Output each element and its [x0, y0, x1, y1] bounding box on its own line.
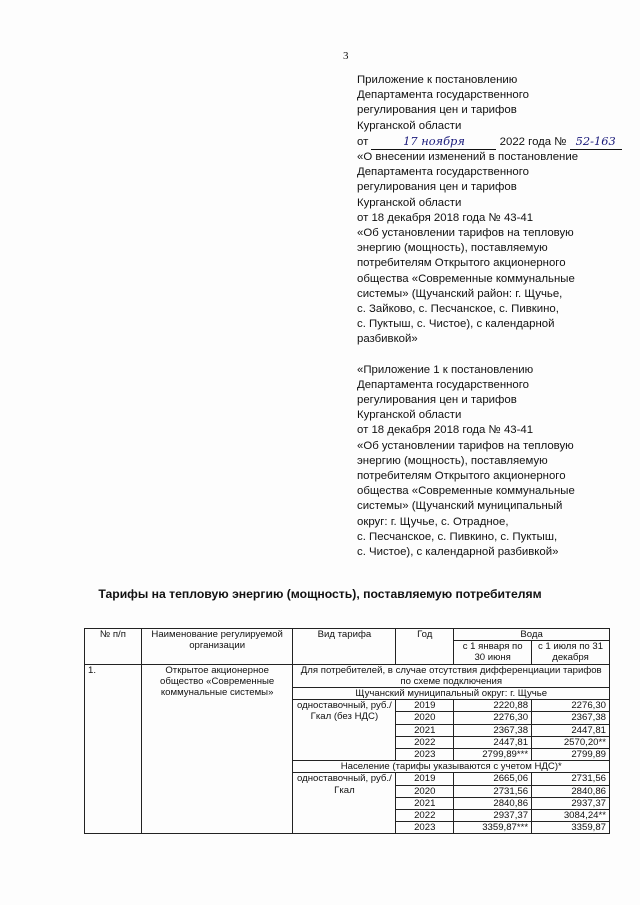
amend-line: «Об установлении тарифов на тепловую [357, 227, 574, 240]
year-cell: 2020 [396, 785, 454, 797]
value-cell: 2447,81 [532, 724, 610, 736]
value-cell: 2937,37 [532, 797, 610, 809]
header-from-jan: с 1 января по 30 июня [454, 641, 532, 664]
annex-line: общества «Современные коммунальные [357, 485, 575, 498]
year-cell: 2019 [396, 700, 454, 712]
annex-line: потребителям Открытого акционерного [357, 470, 566, 483]
year-cell: 2022 [396, 810, 454, 822]
header-num: № п/п [85, 629, 142, 665]
year-cell: 2021 [396, 724, 454, 736]
handwritten-number: 52-163 [570, 134, 622, 150]
annex-line: «Об установлении тарифов на тепловую [357, 439, 574, 452]
amend-line: от 18 декабря 2018 года № 43-41 [357, 211, 534, 224]
value-cell: 2937,37 [454, 810, 532, 822]
header-water: Вода [454, 629, 610, 641]
amend-line: общества «Современные коммунальные [357, 272, 575, 285]
value-cell: 2731,56 [454, 785, 532, 797]
page-number: 3 [343, 50, 349, 62]
annex-line: с. Песчанское, с. Пивкино, с. Пуктыш, [357, 530, 558, 543]
tariff-table [84, 628, 610, 834]
annex-line: округ: г. Щучье, с. Отрадное, [357, 515, 509, 528]
value-cell: 3084,24** [532, 810, 610, 822]
value-cell: 2799,89 [532, 749, 610, 761]
amend-line: с. Зайково, с. Песчанское, с. Пивкино, [357, 303, 559, 316]
value-cell: 2220,88 [454, 700, 532, 712]
header-from-jul: с 1 июля по 31 декабря [532, 641, 610, 664]
annex-line: регулирования цен и тарифов [357, 394, 517, 407]
year-cell: 2022 [396, 736, 454, 748]
value-cell: 2367,38 [454, 724, 532, 736]
population-note: Население (тарифы указываются с учетом НДС)* [293, 761, 610, 773]
document-title: Тарифы на тепловую энергию (мощность), поставляемую потребителям [98, 587, 542, 601]
value-cell: 2731,56 [532, 773, 610, 785]
value-cell: 2570,20** [532, 736, 610, 748]
amend-line: регулирования цен и тарифов [357, 181, 517, 194]
annex-line: «Приложение 1 к постановлению [357, 363, 534, 376]
value-cell: 2840,86 [532, 785, 610, 797]
amend-line: потребителям Открытого акционерного [357, 257, 566, 270]
amend-line: Департамента государственного [357, 166, 529, 179]
appendix-line: регулирования цен и тарифов [357, 104, 517, 117]
year-cell: 2019 [396, 773, 454, 785]
amend-line: Курганской области [357, 196, 462, 209]
year-cell: 2021 [396, 797, 454, 809]
handwritten-date: 17 ноября [371, 134, 496, 150]
district-row: Щучанский муниципальный округ: г. Щучье [293, 688, 610, 700]
amend-line: с. Пуктыш, с. Чистое), с календарной [357, 318, 555, 331]
value-cell: 2367,38 [532, 712, 610, 724]
appendix-date-line [357, 134, 617, 150]
date-prefix: от [357, 135, 369, 148]
annex-line: энергию (мощность), поставляемую [357, 454, 548, 467]
year-cell: 2020 [396, 712, 454, 724]
value-cell: 2447,81 [454, 736, 532, 748]
value-cell: 3359,87 [532, 822, 610, 834]
annex-line: с. Чистое), с календарной разбивкой» [357, 546, 559, 559]
amend-line: «О внесении изменений в постановление [357, 151, 579, 164]
header-org: Наименование регулируемой организации [141, 629, 293, 665]
year-cell: 2023 [396, 749, 454, 761]
appendix-line: Департамента государственного [357, 89, 529, 102]
appendix-line: Курганской области [357, 119, 462, 132]
note-all-consumers: Для потребителей, в случае отсутствия дифференциации тарифов по схеме подключения [293, 664, 610, 687]
value-cell: 2840,86 [454, 797, 532, 809]
table-header-row [85, 629, 610, 641]
appendix-line: Приложение к постановлению [357, 74, 518, 86]
amend-line: разбивкой» [357, 333, 418, 346]
value-cell: 2665,06 [454, 773, 532, 785]
value-cell: 2276,30 [454, 712, 532, 724]
appendix-header [357, 73, 617, 560]
table-row [85, 664, 610, 687]
header-year: Год [396, 629, 454, 665]
year-cell: 2023 [396, 822, 454, 834]
amend-line: системы» (Щучанский район: г. Щучье, [357, 287, 563, 300]
annex-line: Департамента государственного [357, 378, 529, 391]
row-number: 1. [85, 664, 142, 834]
annex-line: Курганской области [357, 409, 462, 422]
tariff-type: одноставочный, руб./Гкал (без НДС) [293, 700, 396, 761]
amend-line: энергию (мощность), поставляемую [357, 242, 548, 255]
value-cell: 3359,87*** [454, 822, 532, 834]
year-text: 2022 года № [499, 135, 567, 148]
annex-line: системы» (Щучанский муниципальный [357, 500, 563, 513]
org-name: Открытое акционерное общество «Современные коммунальные системы» [141, 664, 293, 834]
value-cell: 2799,89*** [454, 749, 532, 761]
tariff-type: одноставочный, руб./Гкал [293, 773, 396, 834]
annex-line: от 18 декабря 2018 года № 43-41 [357, 424, 534, 437]
value-cell: 2276,30 [532, 700, 610, 712]
header-type: Вид тарифа [293, 629, 396, 665]
